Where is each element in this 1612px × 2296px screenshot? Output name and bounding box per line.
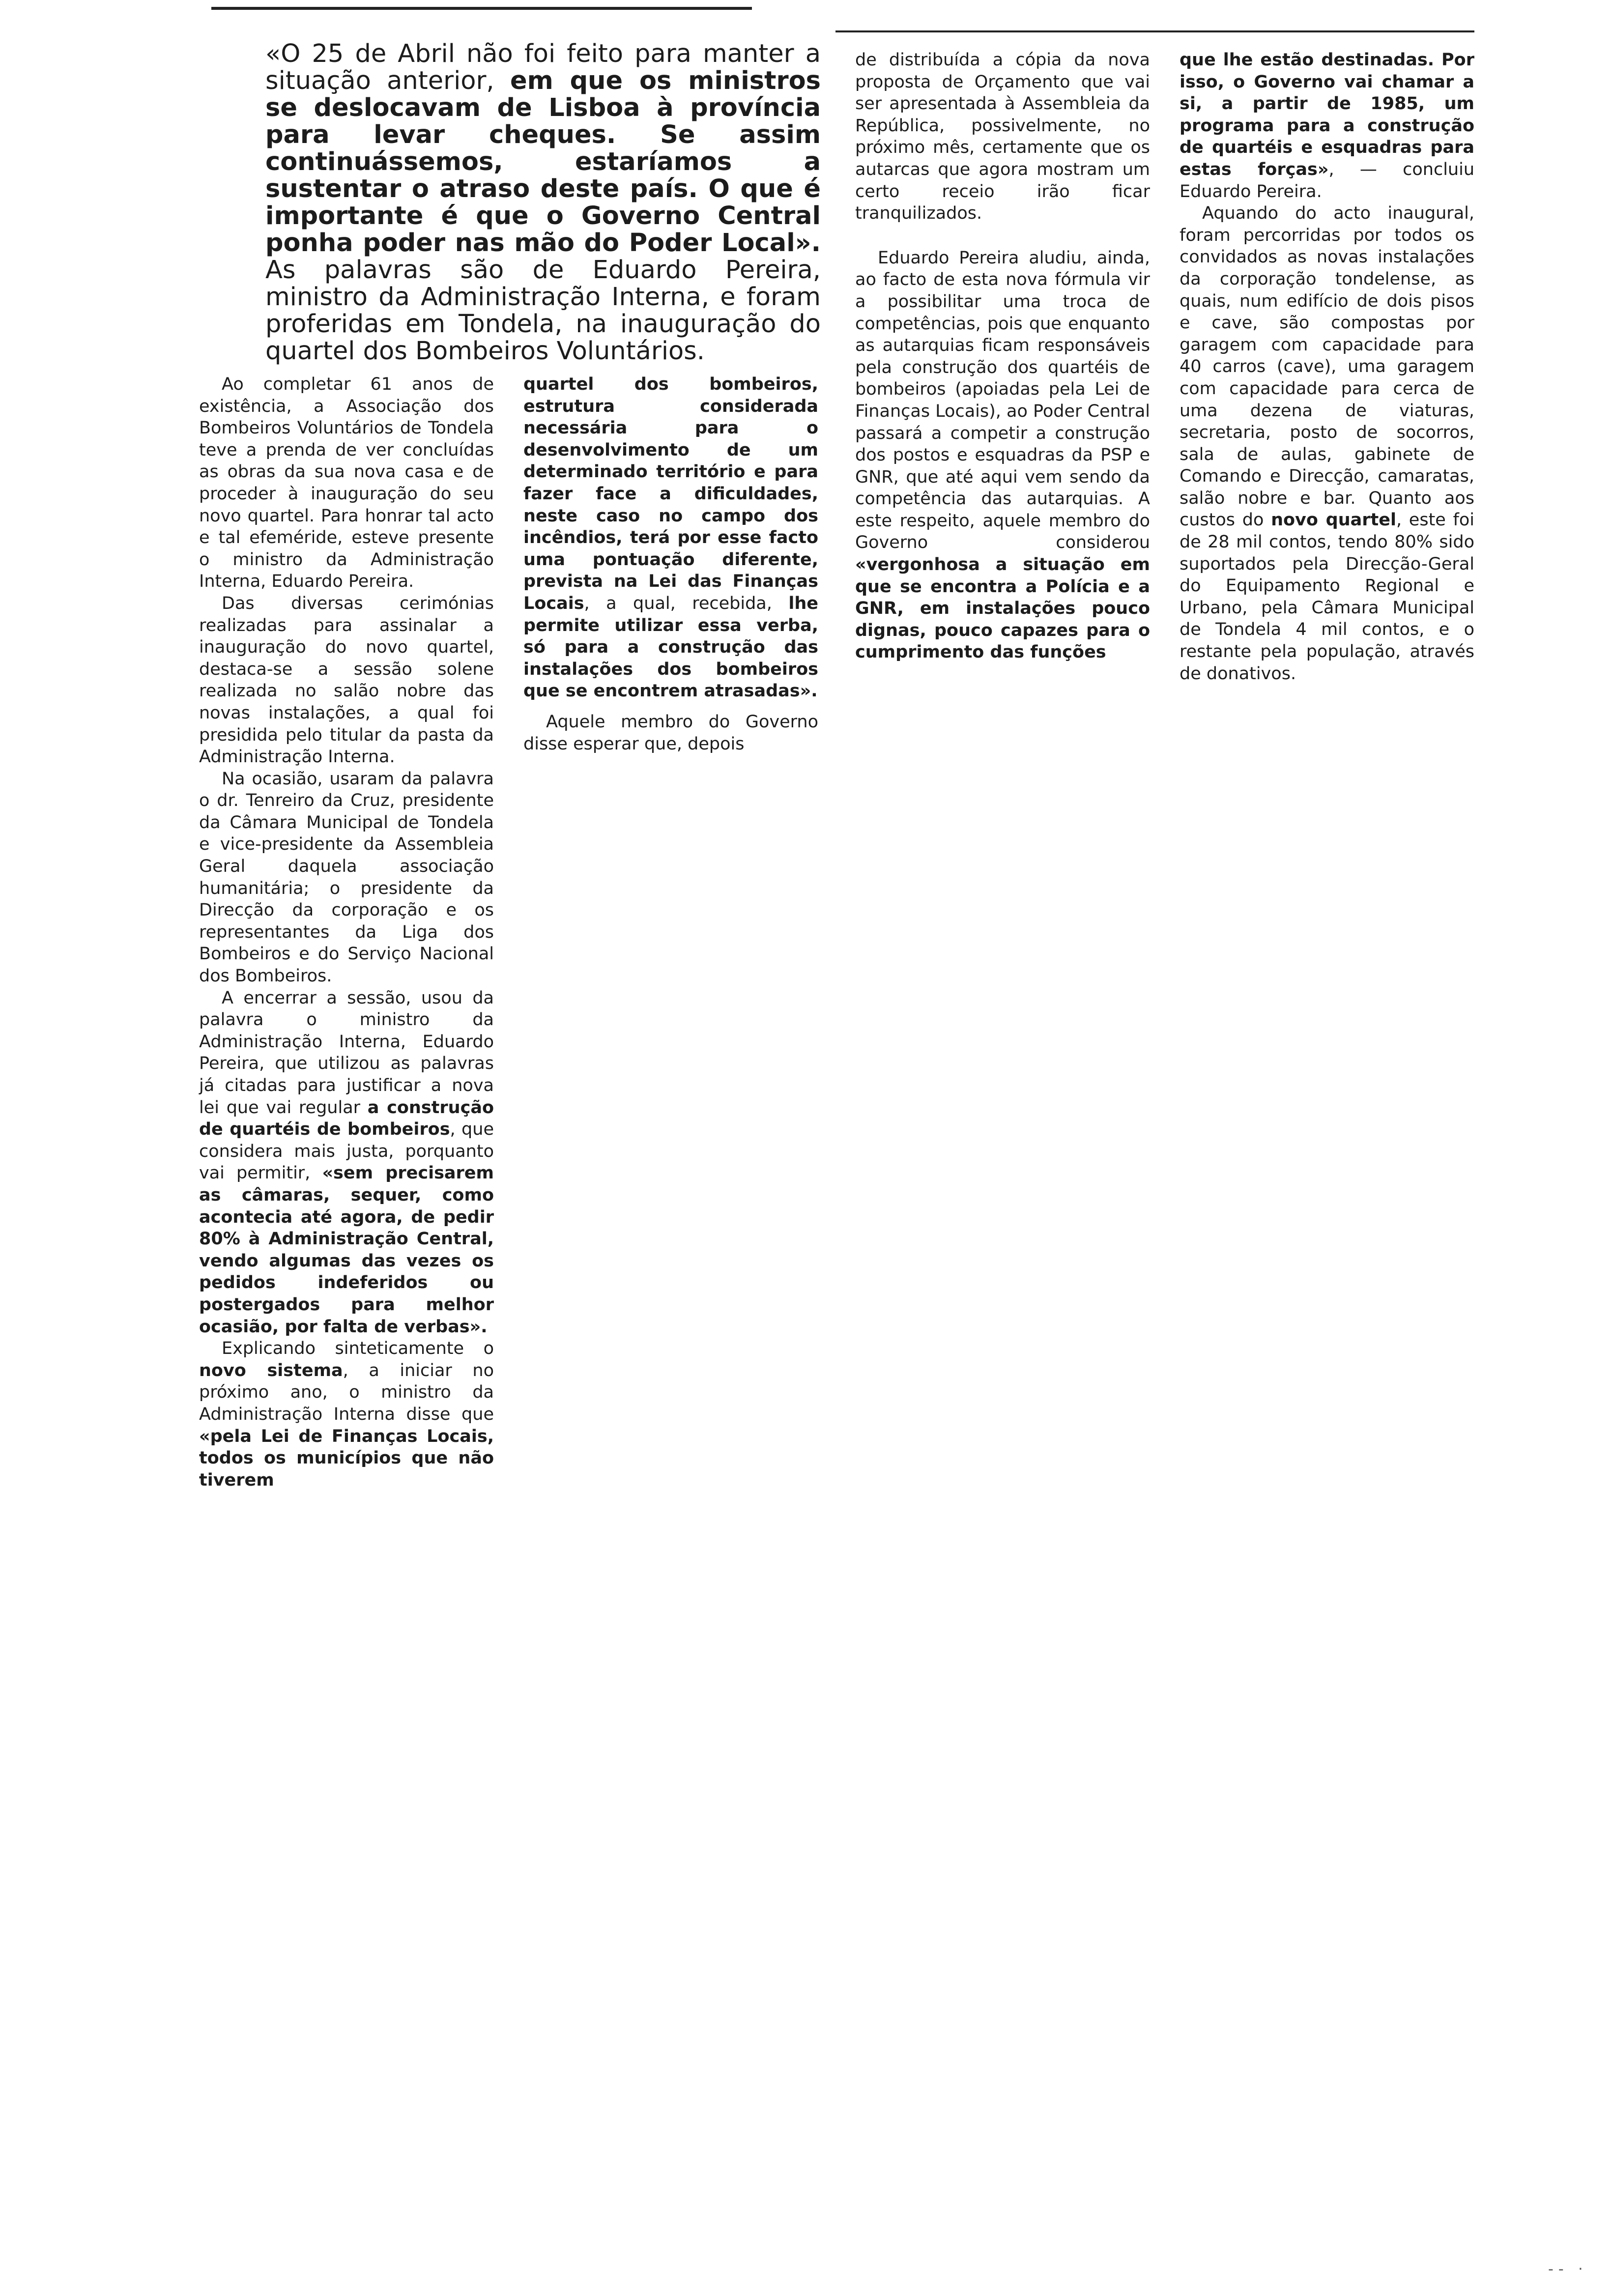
col3-paragraph-2 <box>855 247 1150 663</box>
scan-speck-bottom-right: -- · <box>1548 2261 1588 2278</box>
column-2 <box>523 373 818 755</box>
top-rule-right <box>835 30 1474 32</box>
col4-p2-text-a: Aquando do acto inaugural, foram percorridas por todos os convidados as novas instalações da corporação tondelense, as quais, num edifício de dois pisos e cave, são compostas por garagem com capacidade para 40 carros (cave), uma garagem com capacidade para cerca de uma dezena de viaturas, secretaria, posto de socorros, sala de aulas, gabinete de Comando e Direcção, camaratas, salão nobre e bar. Quanto aos custos do <box>1180 203 1474 530</box>
col1-p4-text-c: , que considera mais justa, porquanto vai permitir, <box>199 1119 494 1183</box>
col1-paragraph-2: Das diversas cerimónias realizadas para assinalar a inauguração do novo quartel, destaca-se a sessão solene realizada no salão nobre das novas instalações, a qual foi presidida pelo titular da pasta da Administração Interna. <box>199 593 494 767</box>
col2-paragraph-2: Aquele membro do Governo disse esperar que, depois <box>523 712 818 754</box>
col1-p5-text-a: Explicando sinteticamente o <box>222 1339 494 1359</box>
col1-p5-bold-d: «pela Lei de Finanças Locais, todos os municípios que não tiverem <box>199 1426 494 1490</box>
col2-p1-bold-c: lhe permite utilizar essa verba, só para a construção das instalações dos bombeiros que se encontrem atrasadas». <box>523 593 818 701</box>
lead-text-2: As palavras são de Eduardo Pereira, ministro da Administração Interna, e foram proferidas em Tondela, na inauguração do quartel dos Bombeiros Voluntários. <box>265 256 821 366</box>
top-rule-left <box>211 7 752 10</box>
col1-p5-text-c: , a iniciar no próximo ano, o ministro da Administração Interna disse que <box>199 1360 494 1424</box>
col1-paragraph-1: Ao completar 61 anos de existência, a Associação dos Bombeiros Voluntários de Tondela teve a prenda de ver concluídas as obras da sua nova casa e de proceder à inauguração do seu novo quartel. Para honrar tal acto e tal efeméride, esteve presente o ministro da Administração Interna, Eduardo Pereira. <box>199 374 494 592</box>
col1-p4-text-a: A encerrar a sessão, usou da palavra o ministro da Administração Interna, Eduardo Pereira, que utilizou as palavras já citadas para justificar a nova lei que vai regular <box>199 988 494 1118</box>
column-3 <box>855 49 1150 663</box>
col2-paragraph-1 <box>523 373 818 702</box>
col2-p1-bold-a: quartel dos bombeiros, estrutura considerada necessária para o desenvolvimento de um determinado território e para fazer face a dificuldades, neste caso no campo dos incêndios, terá por esse facto uma pontuação diferente, prevista na Lei das Finanças Locais <box>523 374 818 613</box>
col4-paragraph-2 <box>1180 202 1474 685</box>
column-4 <box>1180 49 1474 685</box>
col4-p1-text-b: , — concluiu Eduardo Pereira. <box>1180 159 1475 201</box>
col4-p2-bold-b: novo quartel <box>1271 510 1396 530</box>
col1-p5-bold-b: novo sistema <box>199 1360 343 1380</box>
col3-p2-text-a: Eduardo Pereira aludiu, ainda, ao facto de esta nova fórmula vir a possibilitar uma troca de competências, pois que enquanto as autarquias ficam responsáveis pela construção dos quartéis de bombeiros (apoiadas pela Lei de Finanças Locais), ao Poder Central passará a competir a construção dos postos e esquadras da PSP e GNR, que até aqui vem sendo da competência das autarquias. A este respeito, aquele membro do Governo considerou <box>855 248 1150 553</box>
lead-paragraph <box>265 40 821 365</box>
col1-p4-bold-b: a construção de quartéis de bombeiros <box>199 1097 494 1140</box>
col4-p2-text-c: , este foi de 28 mil contos, tendo 80% sido suportados pela Direcção-Geral do Equipamento Regional e Urbano, pela Câmara Municipal de Tondela 4 mil contos, e o restante pela população, através de donativos. <box>1180 510 1474 684</box>
col1-p4-bold-d: «sem precisarem as câmaras, sequer, como acontecia até agora, de pedir 80% à Administração Central, vendo algumas das vezes os pedidos indeferidos ou postergados para melhor ocasião, por falta de verbas». <box>199 1163 494 1337</box>
col4-p1-bold-a: que lhe estão destinadas. Por isso, o Governo vai chamar a si, a partir de 1985, um programa para a construção de quartéis e esquadras para estas forças» <box>1180 50 1474 179</box>
col3-p2-bold-b: «vergonhosa a situação em que se encontra a Polícia e a GNR, em instalações pouco dignas, pouco capazes para o cumprimento das funções <box>855 555 1150 662</box>
col1-paragraph-3: Na ocasião, usaram da palavra o dr. Tenreiro da Cruz, presidente da Câmara Municipal de Tondela e vice-presidente da Assembleia Geral daquela associação humanitária; o presidente da Direcção da corporação e os representantes da Liga dos Bombeiros e do Serviço Nacional dos Bombeiros. <box>199 769 494 986</box>
lead-text-bold: em que os ministros se deslocavam de Lisboa à província para levar cheques. Se assim continuássemos, estaríamos a sustentar o atraso deste país. O que é importante é que o Governo Central ponha poder nas mão do Poder Local». <box>265 66 821 258</box>
col2-p1-text-b: , a qual, recebida, <box>584 593 789 613</box>
lead-text-1: «O 25 de Abril não foi feito para manter a situação anterior, <box>265 39 821 95</box>
col1-paragraph-5 <box>199 1338 494 1491</box>
column-1 <box>199 373 494 1491</box>
col3-paragraph-1: de distribuída a cópia da nova proposta de Orçamento que vai ser apresentada à Assembleia da República, possivelmente, no próximo mês, certamente que os autarcas que agora mostram um certo receio irão ficar tranquilizados. <box>855 50 1150 224</box>
col1-paragraph-4 <box>199 987 494 1338</box>
col4-paragraph-1 <box>1180 49 1474 202</box>
